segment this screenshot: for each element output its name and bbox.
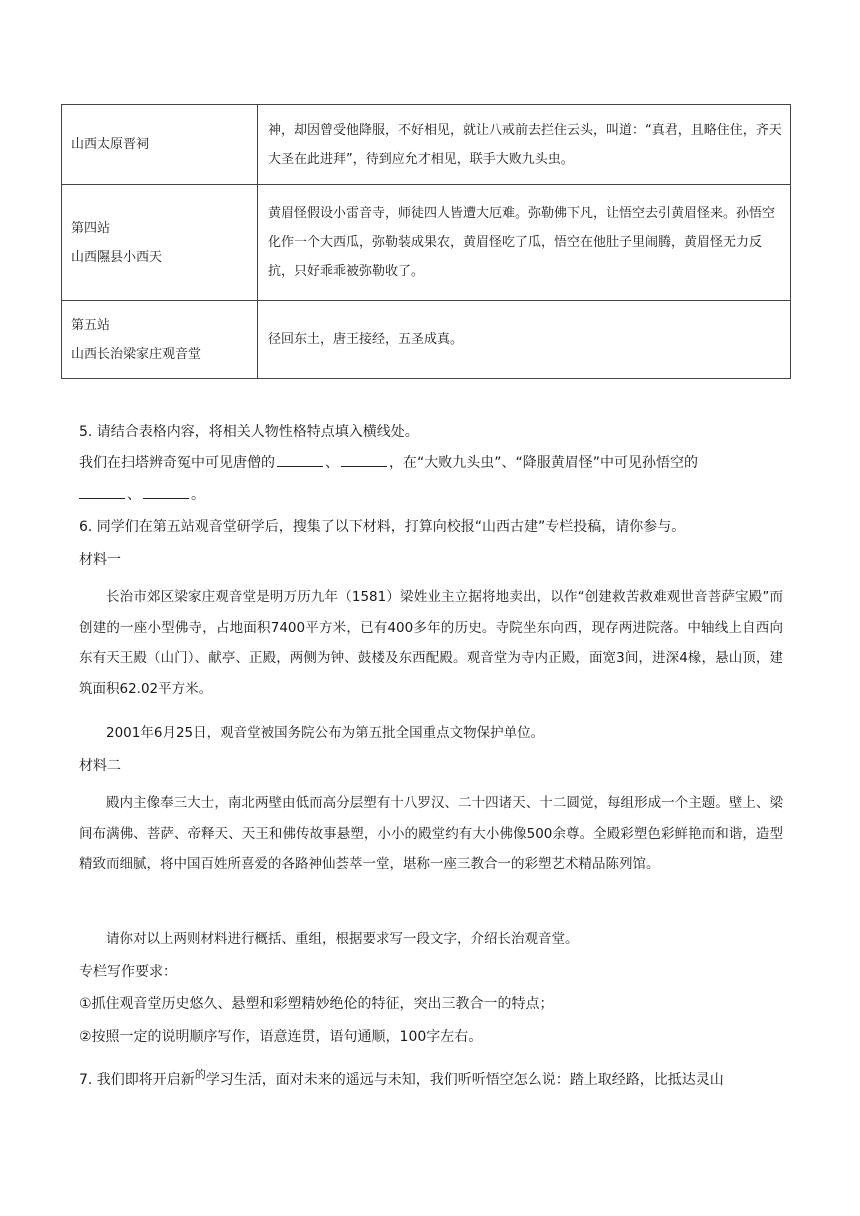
story-cell: 黄眉怪假设小雷音寺，师徒四人皆遭大厄难。弥勒佛下凡，让悟空去引黄眉怪来。孙悟空化作一个大西瓜，弥勒装成果农，黄眉怪吃了瓜，悟空在他肚子里闹腾，黄眉怪无力反抗，只好乖乖被弥勒收了。 — [258, 185, 791, 301]
q5-sep: 、 — [325, 455, 339, 471]
station-line: 山西长治梁家庄观音堂 — [71, 346, 202, 362]
question-5-line-1 — [79, 452, 789, 472]
q5-text-a: 我们在扫塔辨奇冤中可见唐僧的 — [79, 455, 275, 471]
requirement-2: ②按照一定的说明顺序写作，语意连贯，语句通顺，100字左右。 — [79, 1029, 483, 1045]
material-1-paragraph: 长治市郊区梁家庄观音堂是明万历九年（1581）梁姓业主立据将地卖出，以作“创建救苦救难观世音菩萨宝殿”而创建的一座小型佛寺，占地面积7400平方米，已有400多年的历史。寺院坐东向西，现存两进院落。中轴线上自西向东有天王殿（山门）、献亭、正殿，两侧为钟、鼓楼及东西配殿。观音堂为寺内正殿，面宽3间，进深4椽，悬山顶，建筑面积62.02平方米。 — [79, 589, 783, 697]
material-2-paragraph: 殿内主像奉三大士，南北两壁由低而高分层塑有十八罗汉、二十四诸天、十二圆觉，每组形成一个主题。壁上、梁间布满佛、菩萨、帝释天、天王和佛传故事悬塑，小小的殿堂约有大小佛像500余尊。全殿彩塑色彩鲜艳而和谐，造型精致而细腻，将中国百姓所喜爱的各路神仙荟萃一堂，堪称一座三教合一的彩塑艺术精品陈列馆。 — [79, 795, 783, 872]
station-cell — [62, 185, 258, 301]
instruction-paragraph: 请你对以上两则材料进行概括、重组，根据要求写一段文字，介绍长治观音堂。 — [106, 931, 579, 947]
answer-blank[interactable] — [277, 452, 323, 467]
station-line: 第五站 — [71, 317, 111, 333]
route-table — [61, 104, 791, 379]
q7-superscript: 的 — [194, 1068, 206, 1081]
story-cell: 神，却因曾受他降服，不好相见，就让八戒前去拦住云头，叫道：“真君，且略住住，齐天大圣在此进拜”，待到应允才相见，联手大败九头虫。 — [258, 105, 791, 185]
table-row — [62, 105, 791, 185]
table-row — [62, 185, 791, 301]
material-1-label: 材料一 — [79, 552, 121, 568]
station-line: 第四站 — [71, 220, 111, 236]
q5-sep: 、 — [127, 487, 141, 503]
requirement-1: ①抓住观音堂历史悠久、悬塑和彩塑精妙绝伦的特征，突出三教合一的特点； — [79, 996, 554, 1012]
question-5-line-2 — [79, 484, 789, 504]
station-cell — [62, 105, 258, 185]
table-row — [62, 301, 791, 379]
story-cell: 径回东土，唐王接经，五圣成真。 — [258, 301, 791, 379]
requirement-label: 专栏写作要求： — [79, 964, 177, 980]
station-cell — [62, 301, 258, 379]
question-5-title: 5. 请结合表格内容，将相关人物性格特点填入横线处。 — [79, 424, 419, 440]
q7-after: 学习生活，面对未来的遥远与未知，我们听听悟空怎么说：踏上取经路，比抵达灵山 — [205, 1072, 724, 1088]
answer-blank[interactable] — [143, 484, 189, 499]
material-1-date-paragraph: 2001年6月25日，观音堂被国务院公布为第五批全国重点文物保护单位。 — [106, 725, 545, 741]
material-2-label: 材料二 — [79, 758, 121, 774]
q5-end: 。 — [191, 487, 205, 503]
answer-blank[interactable] — [79, 484, 125, 499]
station-line: 山西隰县小西天 — [71, 249, 163, 265]
q7-before: 7. 我们即将开启新 — [79, 1072, 195, 1088]
station-line: 山西太原晋祠 — [71, 137, 150, 152]
question-7 — [79, 1066, 789, 1089]
answer-blank[interactable] — [341, 452, 387, 467]
question-6-title: 6. 同学们在第五站观音堂研学后，搜集了以下材料，打算向校报“山西古建”专栏投稿，请你参与。 — [79, 519, 686, 535]
q5-text-b: ，在“大败九头虫”、“降服黄眉怪”中可见孙悟空的 — [389, 455, 699, 471]
